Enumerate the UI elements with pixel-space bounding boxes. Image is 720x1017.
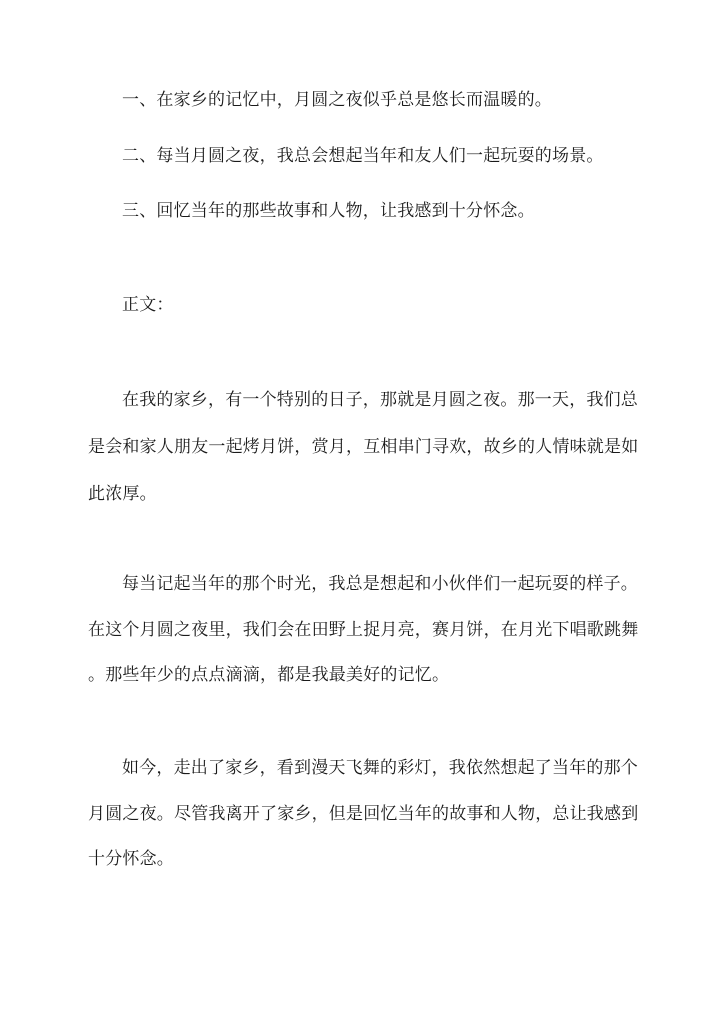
paragraph-line: 是会和家人朋友一起烤月饼，赏月，互相串门寻欢，故乡的人情味就是如 xyxy=(88,437,639,457)
outline-item-2: 二、每当月圆之夜，我总会想起当年和友人们一起玩耍的场景。 xyxy=(122,146,604,166)
paragraph-line: 十分怀念。 xyxy=(88,849,174,869)
paragraph-line: 在这个月圆之夜里，我们会在田野上捉月亮，赛月饼，在月光下唱歌跳舞 xyxy=(88,620,639,640)
paragraph-line: 在我的家乡，有一个特别的日子，那就是月圆之夜。那一天，我们总 xyxy=(122,390,638,410)
paragraph-line: 此浓厚。 xyxy=(88,484,157,504)
outline-item-1: 一、在家乡的记忆中，月圆之夜似乎总是悠长而温暖的。 xyxy=(122,90,552,110)
paragraph-line: 每当记起当年的那个时光，我总是想起和小伙伴们一起玩耍的样子。 xyxy=(122,574,638,594)
paragraph-line: 月圆之夜。尽管我离开了家乡，但是回忆当年的故事和人物，总让我感到 xyxy=(88,804,639,824)
paragraph-line: 如今，走出了家乡，看到漫天飞舞的彩灯，我依然想起了当年的那个 xyxy=(122,758,638,778)
body-heading: 正文： xyxy=(122,295,174,315)
outline-item-3: 三、回忆当年的那些故事和人物，让我感到十分怀念。 xyxy=(122,201,535,221)
paragraph-line: 。那些年少的点点滴滴，都是我最美好的记忆。 xyxy=(88,665,450,685)
